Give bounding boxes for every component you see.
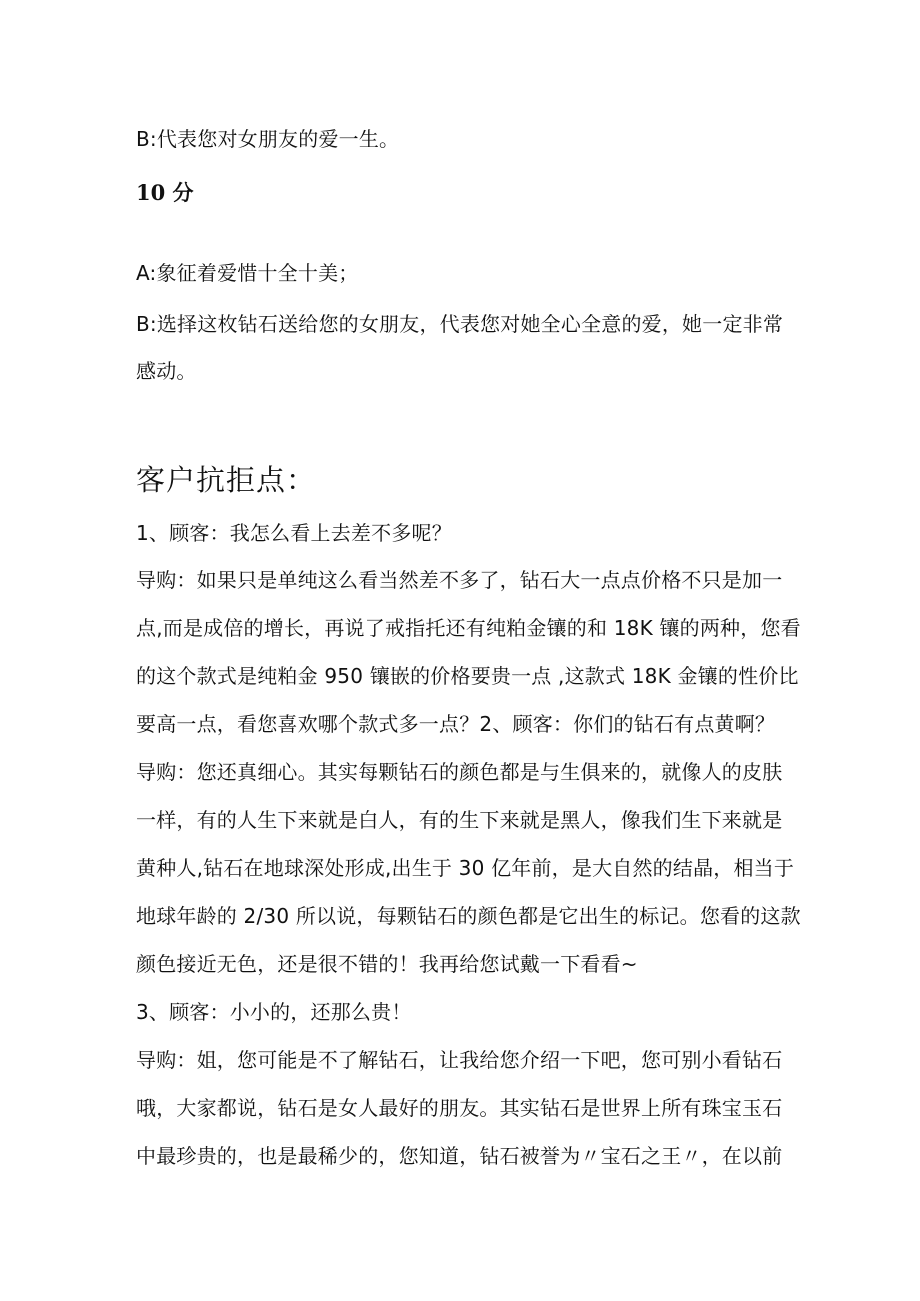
option-b-line-1: B:选择这枚钻石送给您的女朋友，代表您对她全心全意的爱，她一定非常: [136, 312, 784, 336]
paragraph-line: 中最珍贵的，也是最稀少的，您知道，钻石被誉为〃宝石之王〃，在以前: [136, 1144, 783, 1168]
paragraph-line: 1、顾客：我怎么看上去差不多呢？: [136, 521, 452, 545]
score-label: 10 分: [136, 180, 194, 205]
option-a-line: A:象征着爱惜十全十美；: [136, 261, 359, 285]
paragraph-line: 导购：如果只是单纯这么看当然差不多了，钻石大一点点价格不只是加一: [136, 568, 783, 592]
paragraph-line: 3、顾客：小小的，还那么贵！: [136, 1000, 412, 1024]
option-b-line-2: 感动。: [136, 359, 197, 383]
paragraph-line: 一样，有的人生下来就是白人，有的生下来就是黑人，像我们生下来就是: [136, 808, 783, 832]
paragraph-line: 要高一点，看您喜欢哪个款式多一点？2、顾客：你们的钻石有点黄啊？: [136, 712, 776, 736]
paragraph-line: 点,而是成倍的增长，再说了戒指托还有纯粕金镶的和 18K 镶的两种，您看: [136, 616, 801, 640]
paragraph-line: 导购：姐，您可能是不了解钻石，让我给您介绍一下吧，您可别小看钻石: [136, 1048, 783, 1072]
paragraph-line: 黄种人,钻石在地球深处形成,出生于 30 亿年前，是大自然的结晶，相当于: [136, 856, 795, 880]
paragraph-line: 哦，大家都说，钻石是女人最好的朋友。其实钻石是世界上所有珠宝玉石: [136, 1096, 783, 1120]
option-b-love-line: B:代表您对女朋友的爱一生。: [136, 127, 400, 151]
paragraph-line: 地球年龄的 2/30 所以说，每颗钻石的颜色都是它出生的标记。您看的这款: [136, 904, 801, 928]
section-heading: 客户抗拒点：: [136, 463, 317, 497]
paragraph-line: 导购：您还真细心。其实每颗钻石的颜色都是与生俱来的，就像人的皮肤: [136, 760, 783, 784]
paragraph-line: 的这个款式是纯粕金 950 镶嵌的价格要贵一点 ,这款式 18K 金镶的性价比: [136, 664, 799, 688]
paragraph-line: 颜色接近无色，还是很不错的！我再给您试戴一下看看~: [136, 952, 638, 976]
